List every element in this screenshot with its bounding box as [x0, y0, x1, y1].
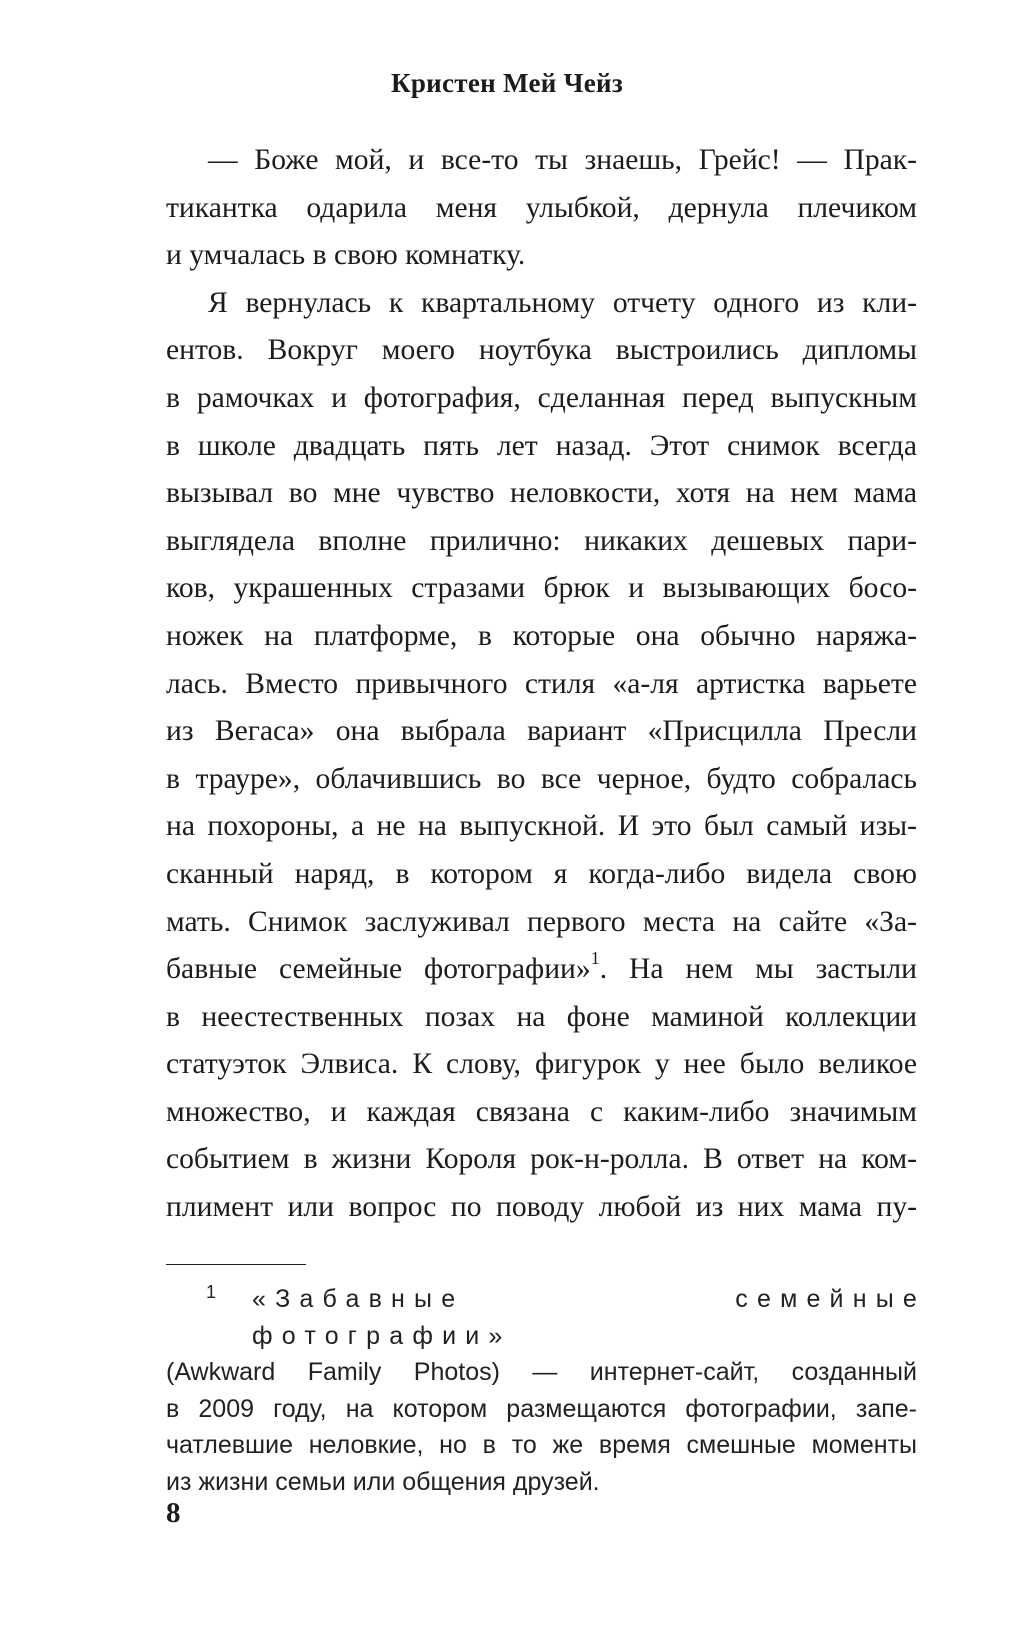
- footnote-divider: [166, 1264, 306, 1265]
- text-line: событием в жизни Короля рок-н-ролла. В ответ на ком-: [166, 1143, 917, 1176]
- text-line: в рамочках и фотография, сделанная перед выпускным: [166, 381, 917, 414]
- running-head: Кристен Мей Чейз: [390, 68, 624, 98]
- footnote-line: (Awkward Family Photos) — интернет-сайт, созданный: [166, 1358, 917, 1386]
- page-number: 8: [166, 1497, 181, 1529]
- footnote-number: 1: [206, 1282, 217, 1302]
- text-line: плимент или вопрос по поводу любой из них мама пу-: [166, 1191, 917, 1224]
- text-line: ков, украшенных стразами брюк и вызывающих босо-: [166, 572, 917, 605]
- text-line: из Вегаса» она выбрала вариант «Присцилла Пресли: [166, 715, 917, 748]
- text-line-with-footnote-ref: [166, 946, 917, 994]
- text-line: сканный наряд, в котором я когда-либо видела свою: [166, 857, 917, 890]
- text-line: мать. Снимок заслуживал первого места на сайте «За-: [166, 905, 917, 938]
- text-line: статуэток Элвиса. К слову, фигурок у нее было великое: [166, 1048, 917, 1081]
- text-line: Я вернулась к квартальному отчету одного из кли-: [208, 286, 917, 319]
- text-line: в школе двадцать пять лет назад. Этот снимок всегда: [166, 429, 917, 462]
- text-line: лась. Вместо привычного стиля «а-ля артистка варьете: [166, 667, 917, 700]
- text-line: на похороны, а не на выпускной. И это был самый изы-: [166, 810, 917, 843]
- footnote-first-line: [166, 1281, 926, 1354]
- footnote-reference[interactable]: 1: [590, 948, 600, 969]
- text-line: в трауре», облачившись во все черное, будто собралась: [166, 762, 917, 795]
- footnote-line: из жизни семьи или общения друзей.: [166, 1467, 600, 1496]
- text-line: выглядела вполне прилично: никаких дешевых пари-: [166, 524, 917, 557]
- footnote-line: чатлевшие неловкие, но в то же время смешные моменты: [166, 1431, 917, 1459]
- main-text: [166, 137, 917, 1232]
- footnote-title: «Забавные семейные фотографии»: [252, 1285, 926, 1350]
- text-line: в неестественных позах на фоне маминой коллекции: [166, 1000, 917, 1033]
- text-line: и умчалась в свою комнатку.: [166, 239, 526, 272]
- footnote: [166, 1281, 926, 1500]
- text-line: — Боже мой, и все-то ты знаешь, Грейс! — Прак-: [208, 144, 917, 176]
- text-fragment: бавные семейные фотографии»: [166, 953, 591, 986]
- text-line: ентов. Вокруг моего ноутбука выстроились дипломы: [166, 334, 917, 367]
- text-line: вызывал во мне чувство неловкости, хотя на нем мама: [166, 477, 917, 510]
- footnote-line: в 2009 году, на котором размещаются фотографии, запе-: [166, 1394, 917, 1423]
- text-line: ножек на платформе, в которые она обычно наряжа-: [166, 619, 917, 652]
- text-line: множество, и каждая связана с каким-либо значимым: [166, 1095, 917, 1128]
- text-line: тикантка одарила меня улыбкой, дернула плечиком: [166, 191, 917, 224]
- text-fragment: . На нем мы застыли: [599, 953, 917, 986]
